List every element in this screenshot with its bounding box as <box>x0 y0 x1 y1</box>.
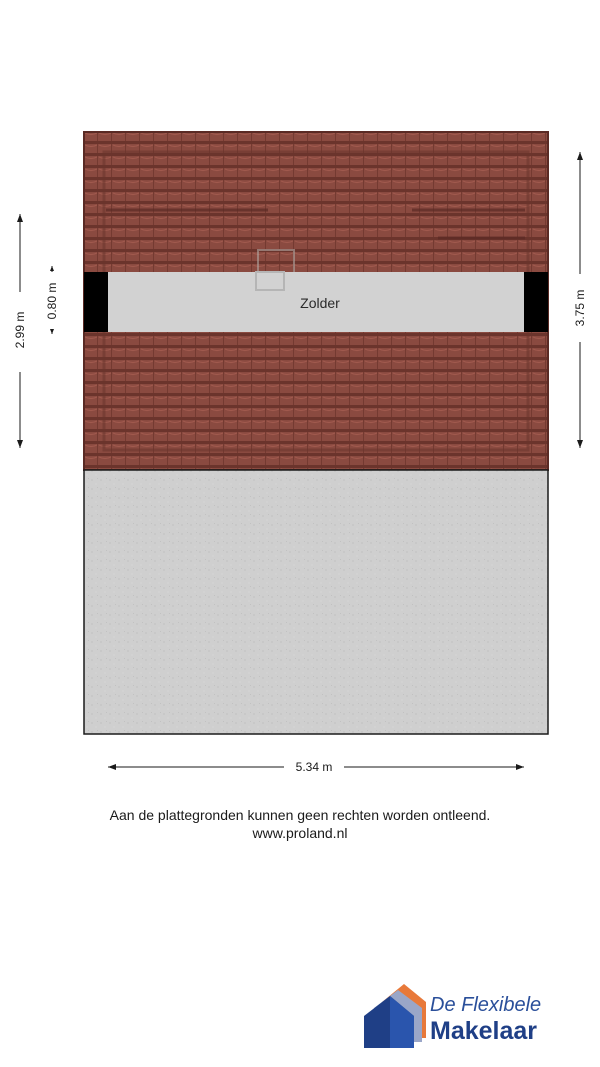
room-label: Zolder <box>300 295 340 311</box>
right-wall <box>524 272 548 332</box>
dimension-width-label: 5.34 m <box>295 760 333 774</box>
dimension-depth-right <box>573 152 587 448</box>
brand-name-line1: De Flexibele <box>430 994 542 1016</box>
brand-name-line2: Makelaar <box>430 1017 538 1045</box>
dimension-height-left-label: 0.80 m <box>45 282 59 320</box>
house-logo-icon <box>360 982 430 1052</box>
brand-logo <box>360 982 590 1052</box>
dimension-height-left <box>45 266 59 334</box>
disclaimer-text: Aan de plattegronden kunnen geen rechten worden ontleend. <box>109 807 491 823</box>
dimension-width <box>108 760 524 774</box>
dimension-depth-left <box>13 214 27 448</box>
dimension-depth-left-label: 2.99 m <box>13 311 27 349</box>
concrete-area <box>84 470 548 734</box>
attic-floor <box>84 272 548 332</box>
dimension-depth-right-label: 3.75 m <box>573 289 587 327</box>
left-wall <box>84 272 108 332</box>
website-text: www.proland.nl <box>252 825 348 841</box>
